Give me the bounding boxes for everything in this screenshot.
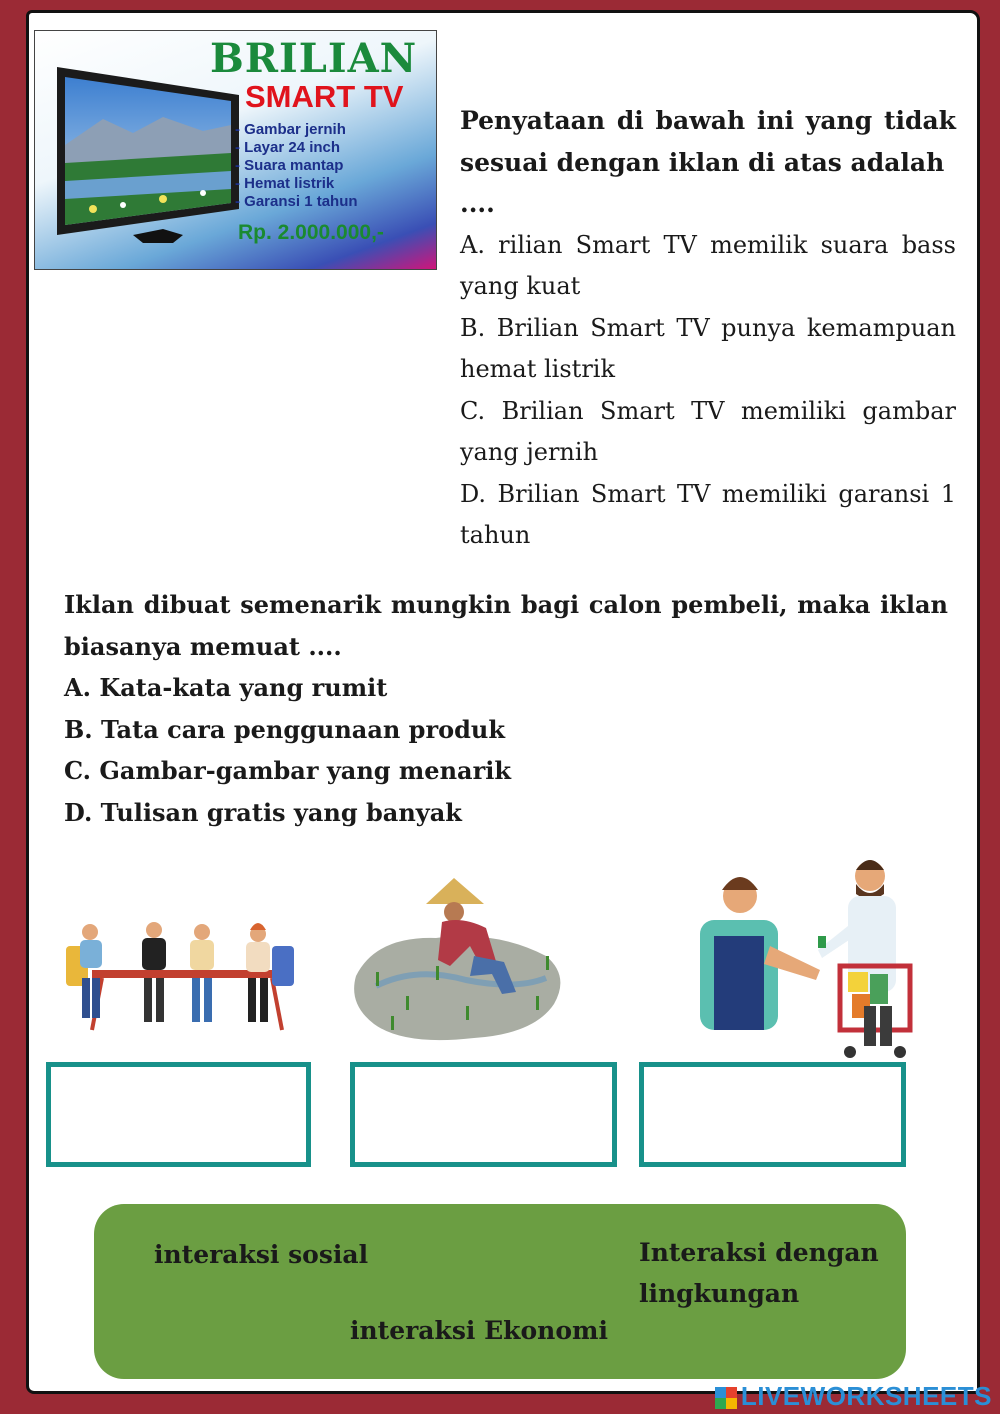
option-d[interactable]: D. Brilian Smart TV memiliki garansi 1 tahun bbox=[460, 479, 956, 549]
question-1-stem-cont: sesuai dengan iklan di atas adalah .... bbox=[460, 147, 945, 218]
ad-feature-list bbox=[235, 121, 358, 211]
option-a[interactable]: A. rilian Smart TV memilik suara bass yang kuat bbox=[460, 230, 956, 300]
word-bank bbox=[94, 1204, 906, 1379]
shop-transaction-illustration bbox=[700, 856, 914, 1062]
option-d[interactable]: D. Tulisan gratis yang banyak bbox=[64, 797, 462, 827]
answer-box-1[interactable] bbox=[46, 1062, 311, 1167]
liveworksheets-icon bbox=[715, 1387, 737, 1409]
ad-feature: - Hemat listrik bbox=[235, 175, 335, 192]
question-2-stem: Iklan dibuat semenarik mungkin bagi calon pembeli, maka iklan bbox=[64, 590, 948, 619]
word-interaksi-lingkungan[interactable]: Interaksi dengan lingkungan bbox=[639, 1238, 879, 1308]
answer-box-2[interactable] bbox=[350, 1062, 617, 1167]
question-1-stem: Penyataan di bawah ini yang tidak bbox=[460, 106, 956, 135]
answer-box-3[interactable] bbox=[639, 1062, 906, 1167]
liveworksheets-logo[interactable]: LIVEWORKSHEETS bbox=[715, 1381, 992, 1412]
option-c[interactable]: C. Brilian Smart TV memiliki gambar yang jernih bbox=[460, 396, 956, 466]
ad-feature: - Suara mantap bbox=[235, 157, 344, 174]
option-c[interactable]: C. Gambar-gambar yang menarik bbox=[64, 756, 511, 785]
rice-farmer-illustration bbox=[346, 876, 570, 1044]
option-b[interactable]: B. Tata cara penggunaan produk bbox=[64, 714, 505, 744]
question-2 bbox=[64, 584, 948, 833]
word-interaksi-sosial[interactable]: interaksi sosial bbox=[154, 1240, 369, 1269]
ad-feature: - Layar 24 inch bbox=[235, 139, 341, 156]
tv-advertisement bbox=[34, 30, 437, 270]
tv-illustration bbox=[53, 59, 253, 244]
question-2-stem-cont: biasanya memuat .... bbox=[64, 631, 342, 661]
question-1 bbox=[460, 100, 956, 557]
ad-brand: BRILIAN bbox=[210, 35, 418, 82]
ad-feature: - Gambar jernih bbox=[235, 121, 346, 138]
ad-feature: - Garansi 1 tahun bbox=[235, 193, 358, 210]
ad-price: Rp. 2.000.000,- bbox=[238, 221, 384, 244]
word-interaksi-ekonomi[interactable]: interaksi Ekonomi bbox=[350, 1316, 608, 1345]
option-b[interactable]: B. Brilian Smart TV punya kemampuan hemat listrik bbox=[460, 313, 956, 383]
ad-model: SMART TV bbox=[245, 79, 404, 114]
meeting-illustration bbox=[62, 918, 298, 1036]
option-a[interactable]: A. Kata-kata yang rumit bbox=[64, 673, 388, 702]
